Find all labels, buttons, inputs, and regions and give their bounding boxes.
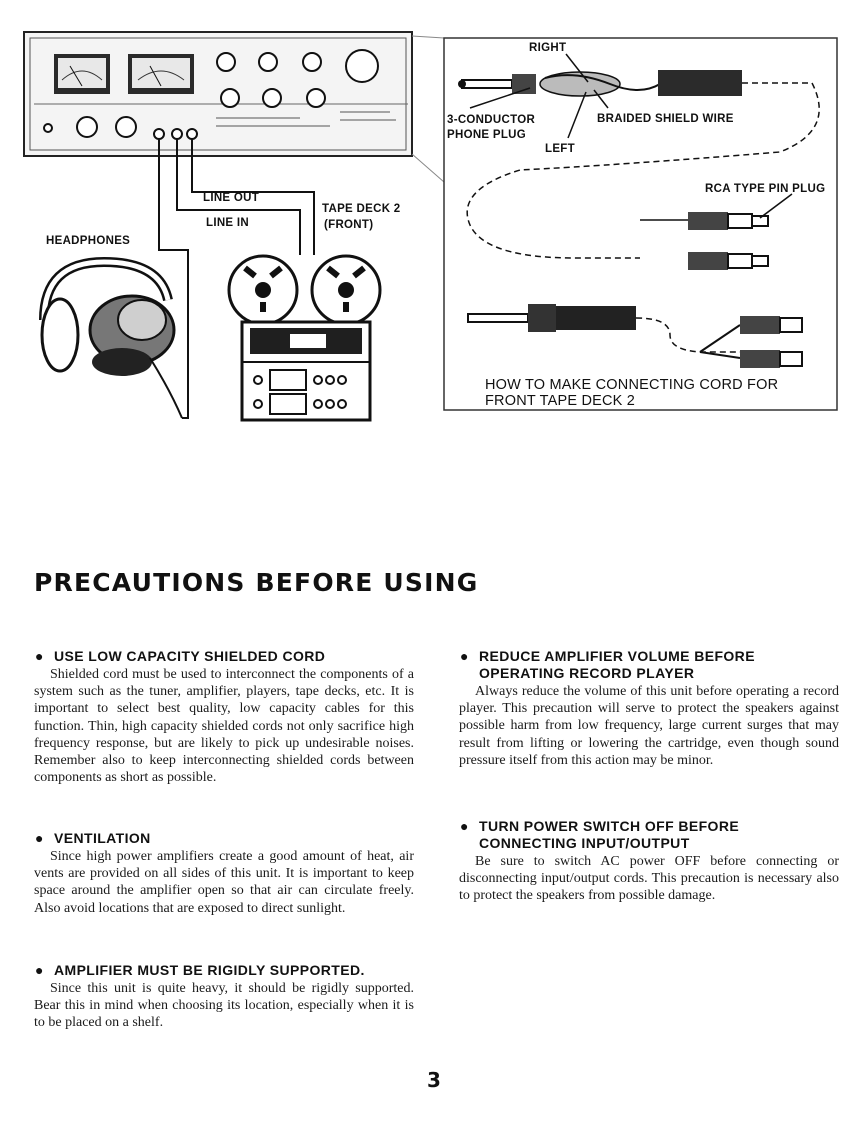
- section-heading: TURN POWER SWITCH OFF BEFORE CONNECTING INPUT/OUTPUT: [479, 818, 740, 851]
- headphones-drawing: [42, 262, 182, 418]
- section-body: Always reduce the volume of this unit before operating a record player. This precaution will serve to protect the speakers against possible harm from low frequency, large current surges that may result from lifting or lowering the cartridge, even though sound pressure itself from this action may be minor.: [459, 684, 839, 768]
- bullet-icon: ●: [35, 830, 44, 846]
- label-headphones: HEADPHONES: [46, 235, 131, 247]
- inset-caption-line-2: FRONT TAPE DECK 2: [485, 393, 636, 409]
- tape-deck-drawing: [229, 256, 380, 420]
- section-reduce-volume: [459, 648, 839, 769]
- amplifier-front-panel: [24, 32, 412, 156]
- bullet-icon: ●: [35, 962, 44, 978]
- section-heading: REDUCE AMPLIFIER VOLUME BEFORE OPERATING RECORD PLAYER: [479, 648, 755, 681]
- label-right: RIGHT: [529, 42, 567, 54]
- section-heading: VENTILATION: [54, 830, 151, 846]
- section-power-switch: [459, 818, 839, 905]
- section-heading: USE LOW CAPACITY SHIELDED CORD: [54, 648, 326, 664]
- label-phone-plug: PHONE PLUG: [447, 129, 527, 141]
- vu-meter-left: [54, 54, 110, 94]
- label-rca-type-pin-plug: RCA TYPE PIN PLUG: [705, 183, 826, 195]
- label-left: LEFT: [545, 143, 575, 155]
- section-shielded-cord: [34, 648, 414, 786]
- section-body: Be sure to switch AC power OFF before connecting or disconnecting input/output cords. This precaution is necessary also to protect the speakers from possible damage.: [459, 854, 839, 904]
- section-ventilation: [34, 830, 414, 917]
- front-jacks: [154, 129, 197, 139]
- label-front: (FRONT): [324, 219, 374, 231]
- connection-diagram: [0, 0, 868, 430]
- bullet-icon: ●: [35, 648, 44, 664]
- label-line-in: LINE IN: [206, 217, 249, 229]
- label-tape-deck-2: TAPE DECK 2: [322, 203, 401, 215]
- section-body: Since this unit is quite heavy, it should be rigidly supported. Bear this in mind when choosing its location, especially when it is to be placed on a shelf.: [34, 981, 414, 1031]
- label-three-conductor: 3-CONDUCTOR: [447, 114, 536, 126]
- bullet-icon: ●: [460, 648, 469, 664]
- inset-caption-line-1: HOW TO MAKE CONNECTING CORD FOR: [485, 377, 779, 393]
- page-number: 3: [427, 1068, 441, 1092]
- bullet-icon: ●: [460, 818, 469, 834]
- section-rigid-support: [34, 962, 414, 1032]
- cord-inset: [444, 38, 837, 410]
- vu-meter-right: [128, 54, 194, 94]
- label-braided-shield-wire: BRAIDED SHIELD WIRE: [597, 113, 734, 125]
- section-heading: AMPLIFIER MUST BE RIGIDLY SUPPORTED.: [54, 962, 365, 978]
- label-line-out: LINE OUT: [203, 192, 260, 204]
- page-title: PRECAUTIONS BEFORE USING: [34, 568, 479, 597]
- section-body: Since high power amplifiers create a good amount of heat, air vents are provided on all sides of this unit. It is important to keep space around the amplifier open so that air can circulate freely. Also avoid locations that are exposed to direct sunlight.: [34, 849, 414, 916]
- section-body: Shielded cord must be used to interconnect the components of a system such as the tuner, amplifier, players, tape decks, etc. It is important to select best quality, low capacity cables for this function. Thin, high capacity shielded cords not only sacrifice high frequency response, but are likely to pick up undesirable noises. Remember also to keep interconnecting shielded cords between components as short as possible.: [34, 667, 414, 786]
